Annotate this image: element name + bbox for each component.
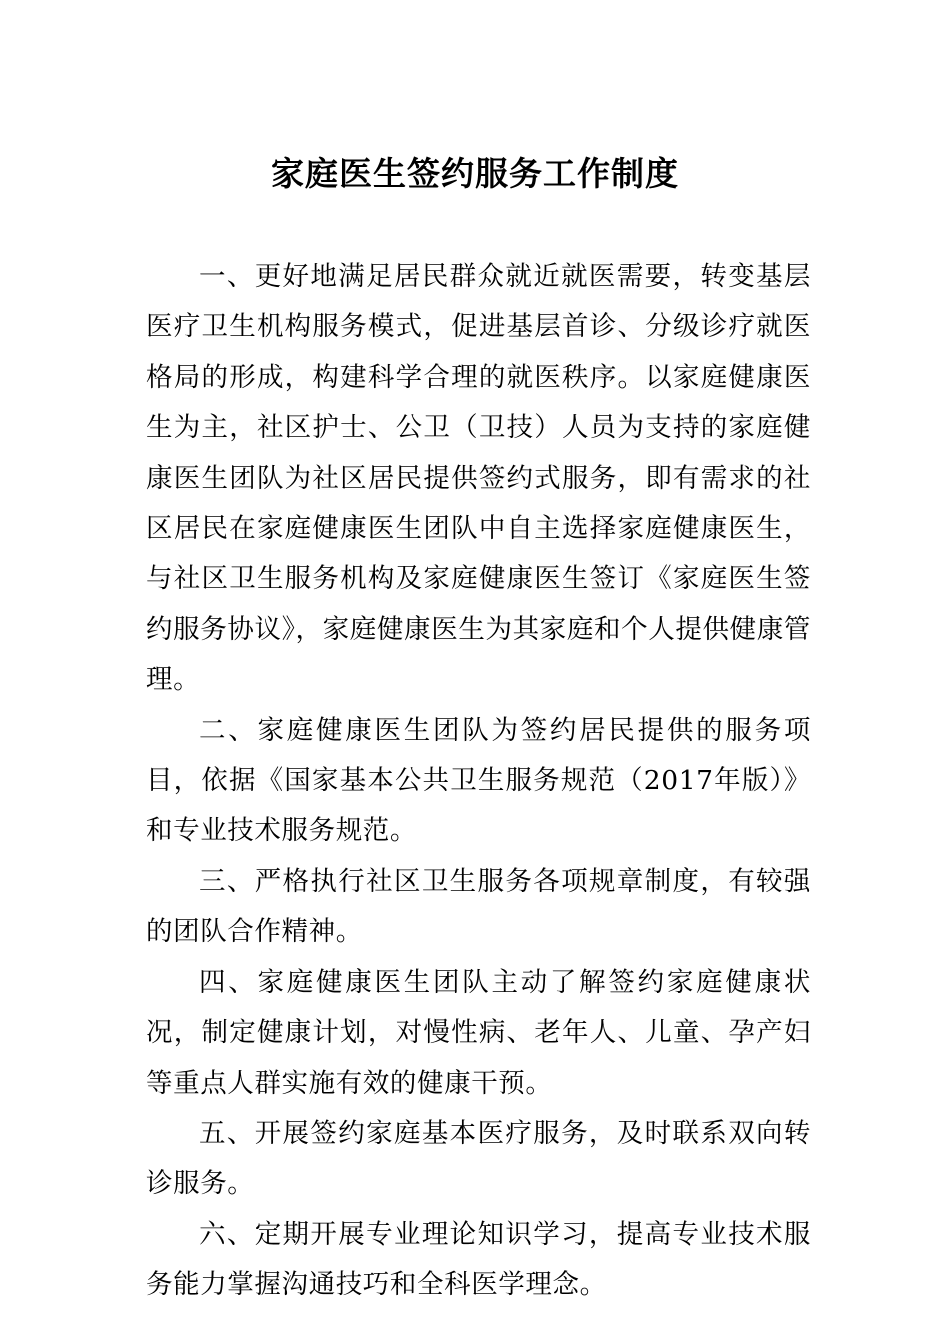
paragraph-3: 三、严格执行社区卫生服务各项规章制度，有较强的团队合作精神。: [146, 865, 811, 948]
paragraph-1: 一、更好地满足居民群众就近就医需要，转变基层医疗卫生机构服务模式，促进基层首诊、分级诊疗就医格局的形成，构建科学合理的就医秩序。以家庭健康医生为主，社区护士、公卫（卫技）人员为支持的家庭健康医生团队为社区居民提供签约式服务，即有需求的社区居民在家庭健康医生团队中自主选择家庭健康医生，与社区卫生服务机构及家庭健康医生签订《家庭医生签约服务协议》，家庭健康医生为其家庭和个人提供健康管理。: [146, 261, 811, 696]
paragraph-6: 六、定期开展专业理论知识学习，提高专业技术服务能力掌握沟通技巧和全科医学理念。: [146, 1218, 811, 1301]
paragraph-5: 五、开展签约家庭基本医疗服务，及时联系双向转诊服务。: [146, 1117, 811, 1200]
paragraph-4: 四、家庭健康医生团队主动了解签约家庭健康状况，制定健康计划，对慢性病、老年人、儿童、孕产妇等重点人群实施有效的健康干预。: [146, 966, 811, 1099]
document-title: 家庭医生签约服务工作制度: [271, 154, 679, 193]
paragraph-2: 二、家庭健康医生团队为签约居民提供的服务项目，依据《国家基本公共卫生服务规范（2017年版）》和专业技术服务规范。: [146, 714, 811, 847]
document-body: [146, 252, 811, 1311]
